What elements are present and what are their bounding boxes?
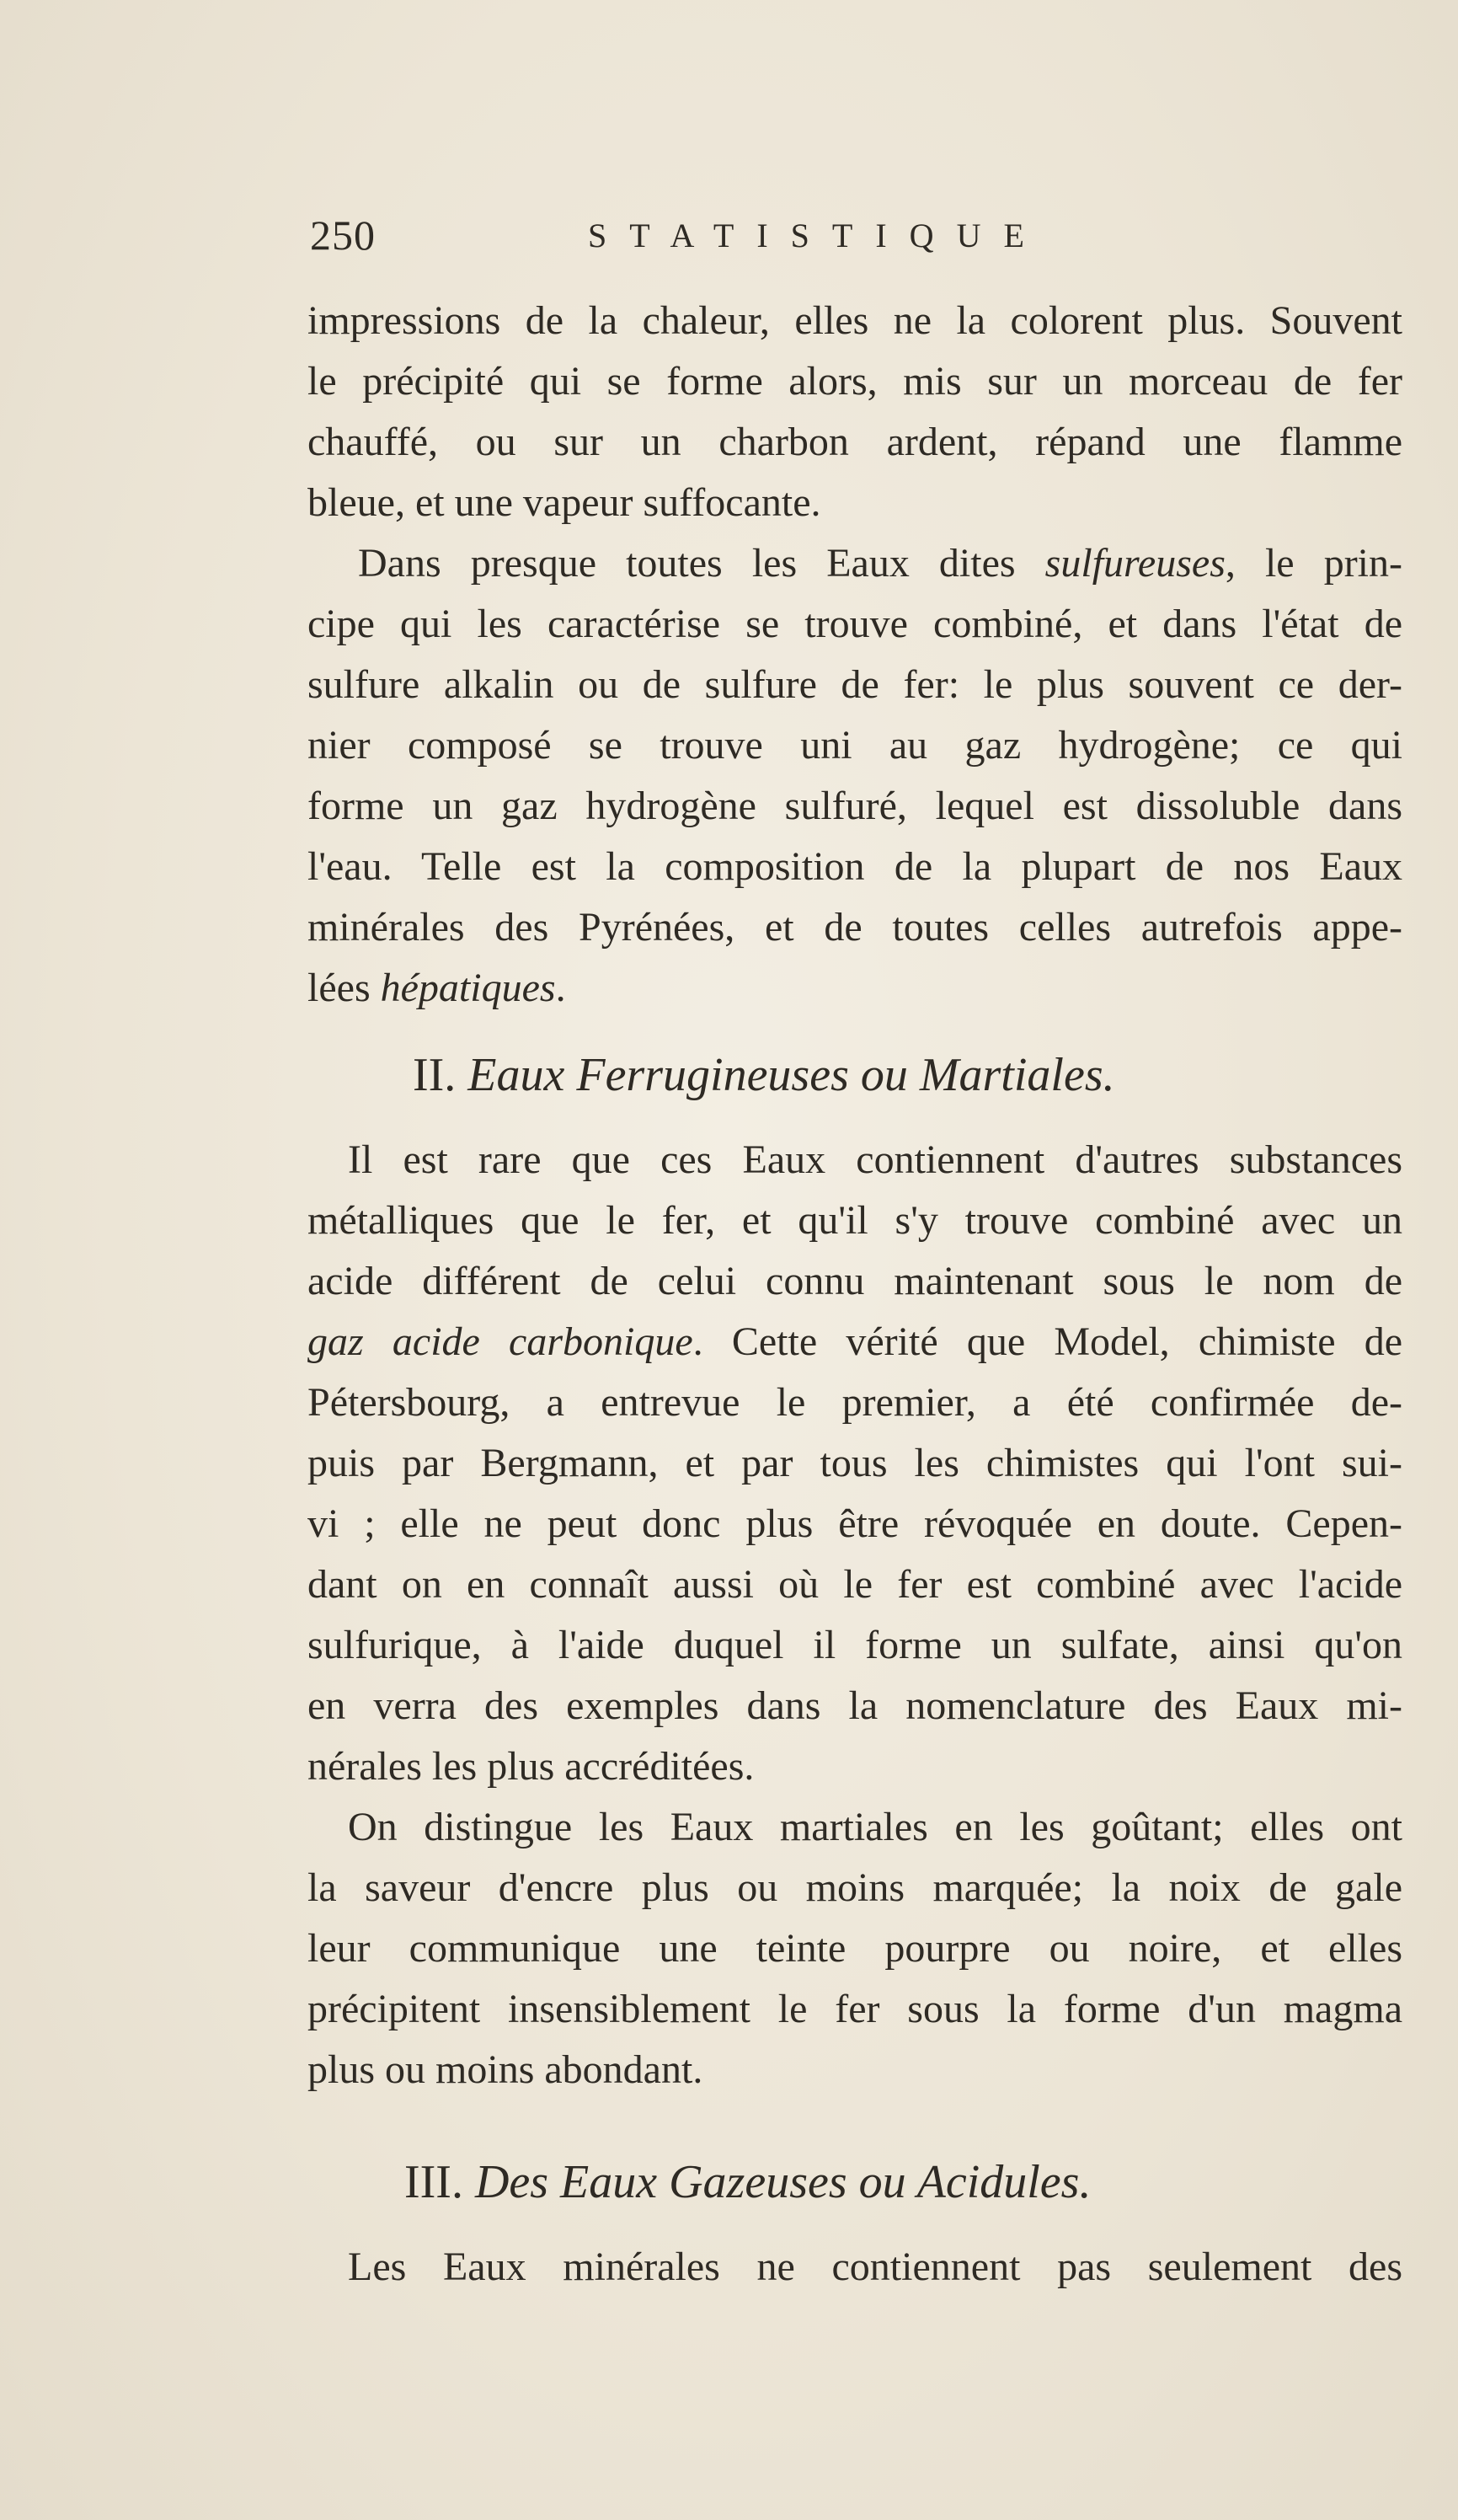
page-number: 250	[310, 211, 376, 259]
italic-term: sulfureuses	[1044, 541, 1226, 586]
paragraph-first-line: Il est rare que ces Eaux contiennent d'autres substances	[348, 1137, 1402, 1182]
body-text	[307, 291, 1402, 2298]
text-line: l'eau. Telle est la composition de la plupart de nos Eaux	[307, 844, 1402, 889]
text-run: .	[555, 966, 566, 1010]
text-line: Pétersbourg, a entrevue le premier, a été confirmée de-	[307, 1380, 1402, 1425]
text-line: sulfure alkalin ou de sulfure de fer: le plus souvent ce der-	[307, 662, 1402, 707]
text-line: en verra des exemples dans la nomenclature des Eaux mi-	[307, 1683, 1402, 1728]
section-heading-iii	[307, 2144, 1402, 2237]
text-line: la saveur d'encre plus ou moins marquée; la noix de gale	[307, 1865, 1402, 1910]
text-line: impressions de la chaleur, elles ne la colorent plus. Souvent	[307, 298, 1402, 343]
text-line: nérales les plus accréditées.	[307, 1744, 755, 1789]
text-line: sulfurique, à l'aide duquel il forme un sulfate, ainsi qu'on	[307, 1623, 1402, 1667]
text-line: précipitent insensiblement le fer sous la forme d'un magma	[307, 1987, 1402, 2031]
paragraph-first-line: On distingue les Eaux martiales en les goûtant; elles ont	[348, 1805, 1402, 1849]
italic-term: hépatiques	[380, 966, 556, 1010]
text-line: chauffé, ou sur un charbon ardent, répand une flamme	[307, 420, 1402, 464]
section-numeral: II.	[413, 1049, 457, 1101]
page-header	[310, 211, 1405, 270]
text-line: nier composé se trouve uni au gaz hydrogène; ce qui	[307, 723, 1402, 768]
paragraph-first-line	[307, 533, 1402, 594]
text-line: le précipité qui se forme alors, mis sur un morceau de fer	[307, 359, 1402, 404]
text-line: acide différent de celui connu maintenant sous le nom de	[307, 1259, 1402, 1303]
section-numeral: III.	[404, 2156, 463, 2208]
text-line	[307, 958, 1402, 1019]
text-line: métalliques que le fer, et qu'il s'y trouve combiné avec un	[307, 1198, 1402, 1243]
text-line: plus ou moins abondant.	[307, 2047, 703, 2092]
text-run: lées	[307, 966, 381, 1010]
italic-term: gaz acide carbonique	[307, 1319, 693, 1364]
text-line: vi ; elle ne peut donc plus être révoquée en doute. Cepen-	[307, 1501, 1402, 1546]
section-title: Des Eaux Gazeuses ou Acidules.	[474, 2156, 1092, 2208]
text-line: bleue, et une vapeur suffocante.	[307, 480, 821, 525]
section-title: Eaux Ferrugineuses ou Martiales.	[467, 1049, 1115, 1101]
text-run: , le prin-	[1225, 541, 1402, 586]
text-line: dant on en connaît aussi où le fer est combiné avec l'acide	[307, 1562, 1402, 1607]
text-line: cipe qui les caractérise se trouve combiné, et dans l'état de	[307, 602, 1402, 646]
paragraph-first-line: Les Eaux minérales ne contiennent pas seulement des	[348, 2244, 1402, 2289]
section-heading-ii	[307, 1037, 1402, 1130]
text-run: . Cette vérité que Model, chimiste de	[692, 1319, 1402, 1364]
text-line	[307, 1312, 1402, 1372]
running-head: STATISTIQUE	[588, 217, 1047, 254]
text-line: forme un gaz hydrogène sulfuré, lequel est dissoluble dans	[307, 784, 1402, 828]
text-line: minérales des Pyrénées, et de toutes celles autrefois appe-	[307, 905, 1402, 950]
text-line: leur communique une teinte pourpre ou noire, et elles	[307, 1926, 1402, 1971]
text-line: puis par Bergmann, et par tous les chimistes qui l'ont sui-	[307, 1441, 1402, 1485]
text-run: Dans presque toutes les Eaux dites	[358, 541, 1045, 586]
